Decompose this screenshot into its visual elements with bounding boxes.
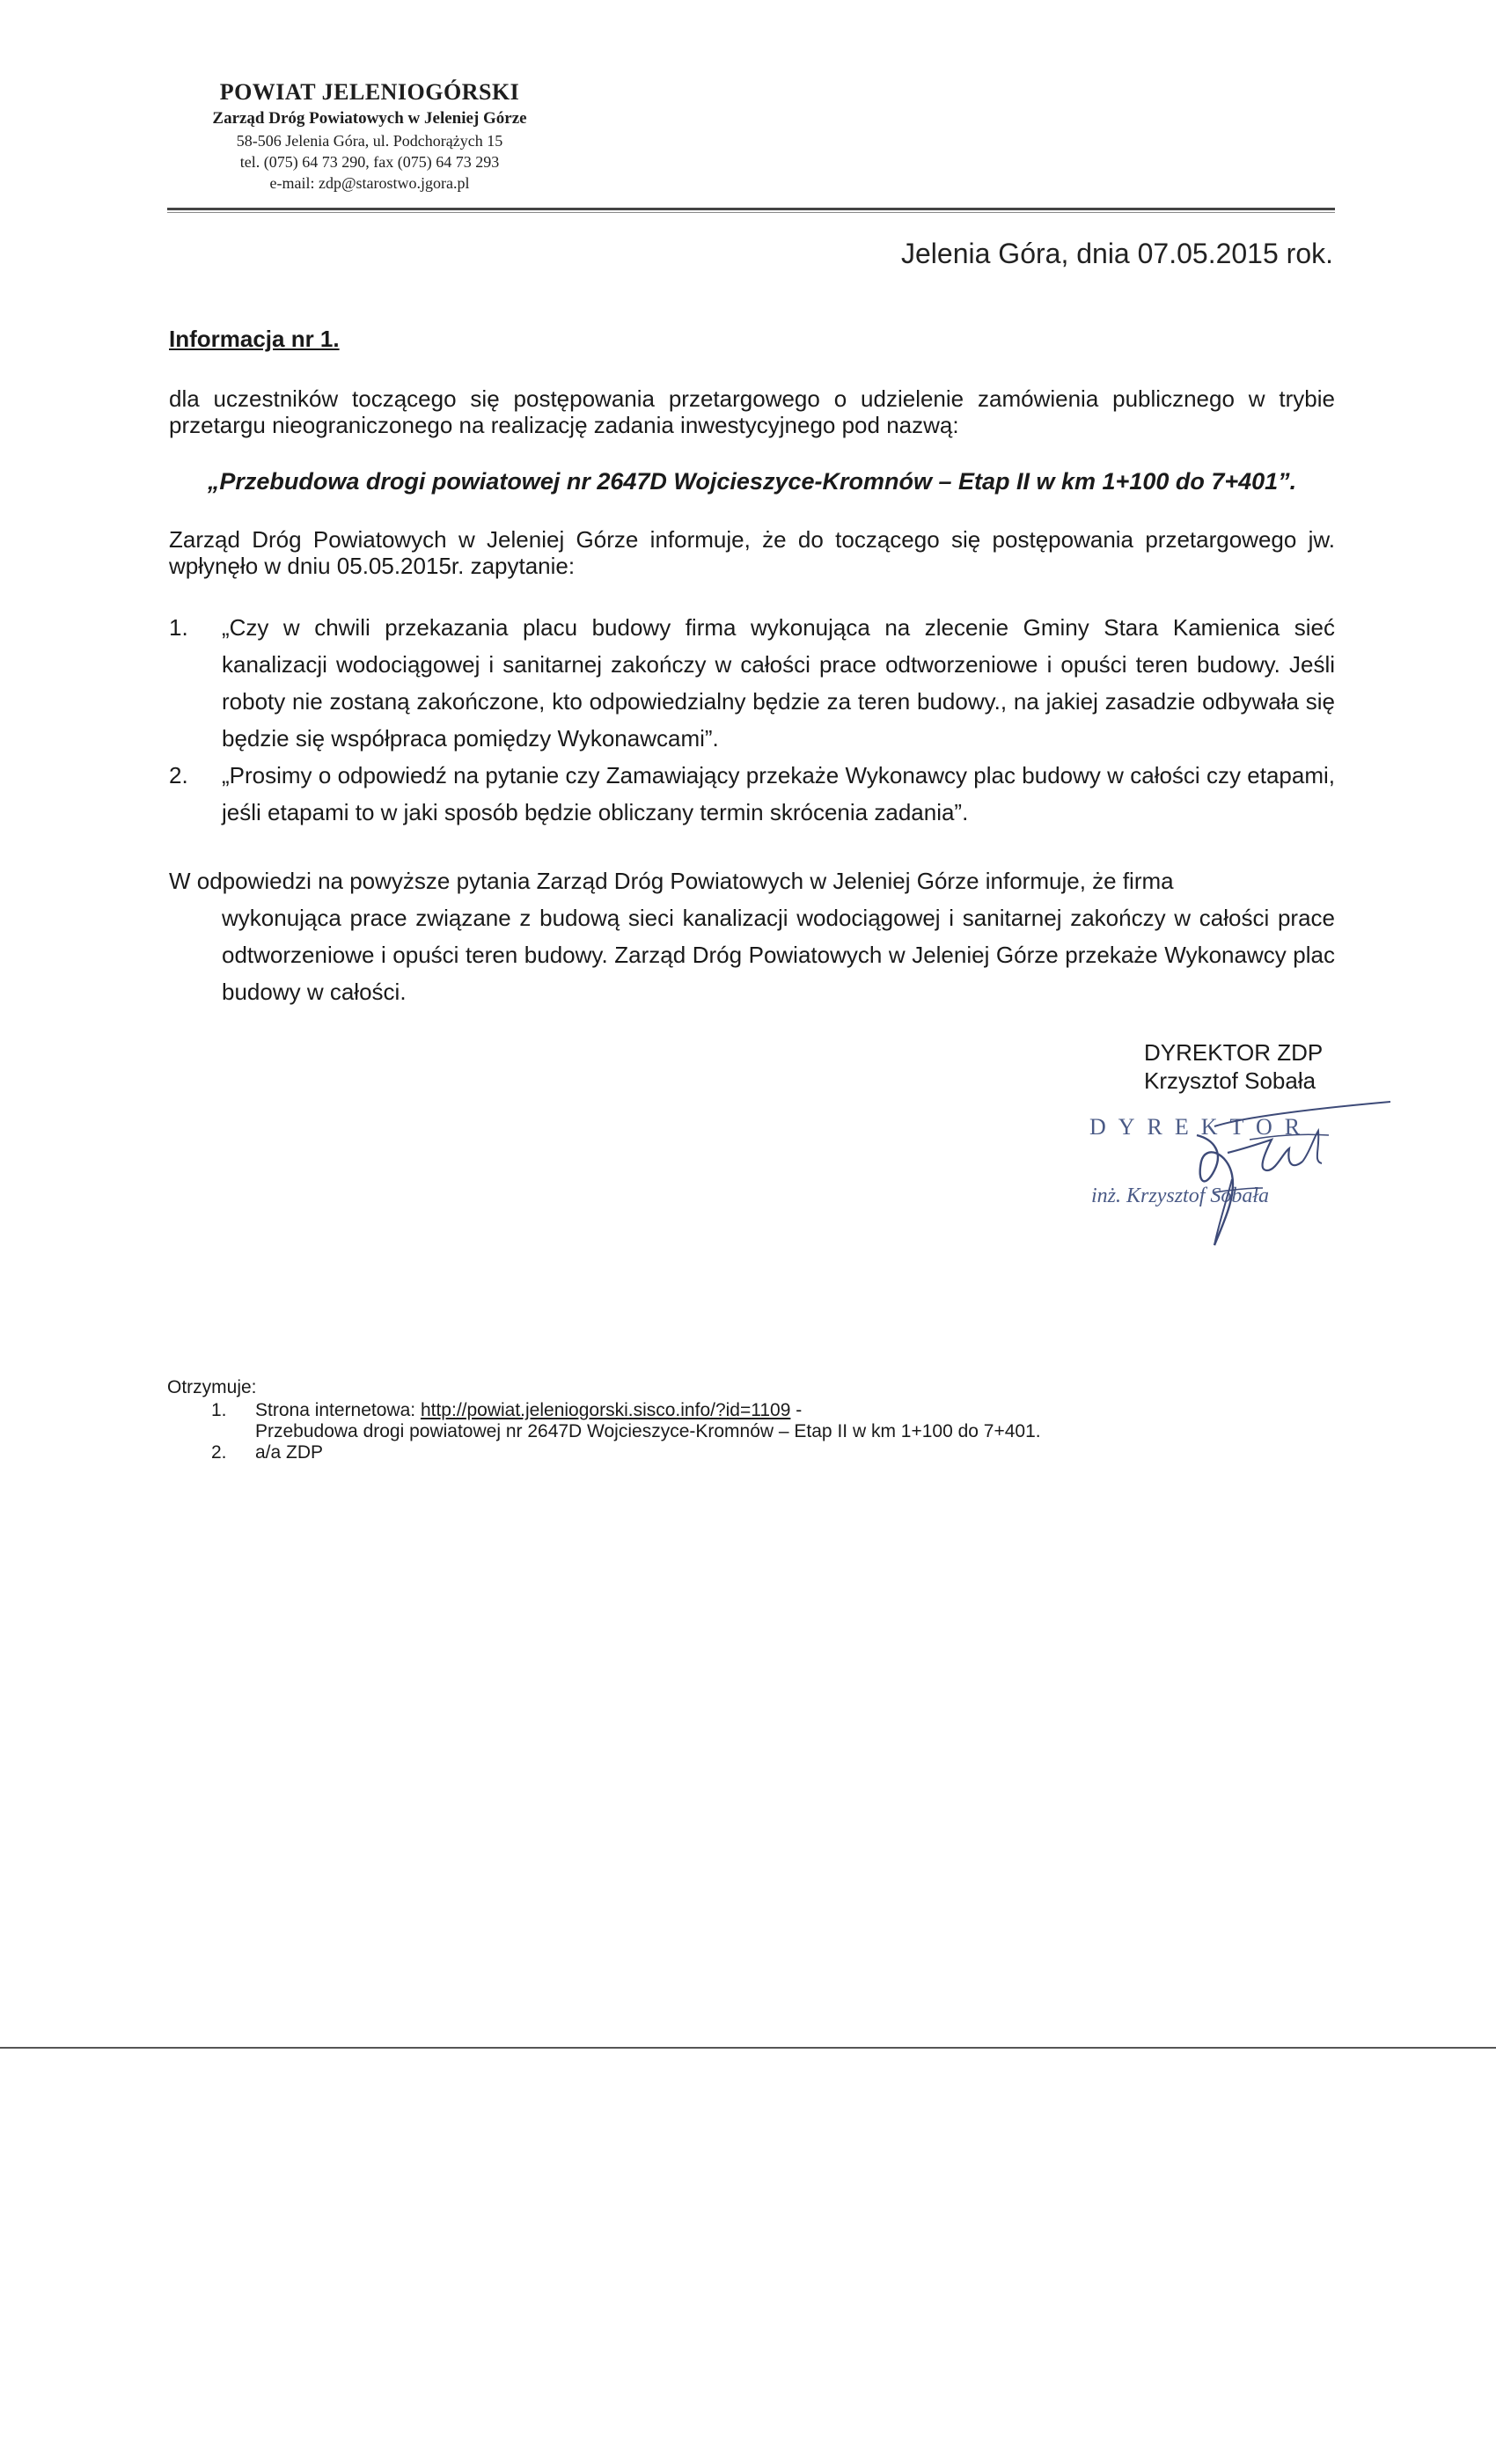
answer-first-line: W odpowiedzi na powyższe pytania Zarząd Dróg Powiatowych w Jeleniej Górze informuje, że firma [169,868,1174,894]
info-paragraph: Zarząd Dróg Powiatowych w Jeleniej Górze informuje, że do toczącego się postępowania przetargowego jw. wpłynęło w dniu 05.05.2015r. zapytanie: [169,526,1335,579]
page-edge-divider [0,2047,1496,2049]
intro-paragraph: dla uczestników toczącego się postępowania przetargowego o udzielenie zamówienia publicznego w trybie przetargu nieograniczonego na realizację zadania inwestycyjnego pod nazwą: [169,385,1335,438]
document-date: Jelenia Góra, dnia 07.05.2015 rok. [901,238,1333,269]
question-item [169,609,1335,757]
document-heading: Informacja nr 1. [169,326,340,352]
answer-continuation: wykonująca prace związane z budową sieci kanalizacji wodociągowej i sanitarnej zakończy w całości prace odtworzeniowe i opuści teren budowy. Zarząd Dróg Powiatowych w Jeleniej Górze przekaże Wykonawcy plac budowy w całości. [222,905,1335,1005]
letterhead-phone: tel. (075) 64 73 290, fax (075) 64 73 293 [239,153,500,171]
recipient-item [167,1442,1135,1463]
recipient-item [167,1400,1135,1442]
recipient-number: 1. [211,1400,227,1420]
letterhead-org: POWIAT JELENIOGÓRSKI [219,79,520,105]
question-text: „Prosimy o odpowiedź na pytanie czy Zamawiający przekaże Wykonawcy plac budowy w całości czy etapami, jeśli etapami to w jaki sposób będzie obliczany termin skrócenia zadania”. [222,762,1335,825]
question-text: „Czy w chwili przekazania placu budowy firma wykonująca na zlecenie Gminy Stara Kamienica sieć kanalizacji wodociągowej i sanitarnej zakończy w całości prace odtworzeniowe i opuści teren budowy. Jeśli roboty nie zostaną zakończone, kto odpowiedzialny będzie za teren budowy., na jakiej zasadzie odbywała się będzie się współpraca pomiędzy Wykonawcami”. [222,614,1335,752]
recipient-label: a/a ZDP [255,1442,324,1463]
signature-block [1144,1038,1338,1095]
question-item [169,757,1335,831]
letterhead-dept: Zarząd Dróg Powiatowych w Jeleniej Górze [212,109,527,128]
signatory-name: Krzysztof Sobała [1144,1067,1316,1094]
official-stamp [1082,1100,1399,1250]
header-divider-thin [167,212,1335,213]
recipient-detail: Przebudowa drogi powiatowej nr 2647D Wojcieszyce-Kromnów – Etap II w km 1+100 do 7+401. [255,1421,1041,1441]
tender-subject: „Przebudowa drogi powiatowej nr 2647D Wojcieszyce-Kromnów – Etap II w km 1+100 do 7+401”. [207,468,1297,495]
stamp-title: DYREKTOR [1089,1114,1313,1140]
letterhead [167,77,572,194]
question-list [169,609,1335,831]
recipients-section [167,1377,1135,1463]
recipients-title: Otrzymuje: [167,1377,257,1397]
letterhead-email: e-mail: zdp@starostwo.jgora.pl [269,174,470,192]
recipients-list [167,1400,1135,1463]
answer-paragraph [169,862,1335,1010]
recipient-label: Strona internetowa: [255,1400,416,1420]
handwritten-signature [1082,1100,1399,1250]
recipient-website-link[interactable]: http://powiat.jeleniogorski.sisco.info/?id=1109 [420,1400,791,1420]
recipient-suffix: - [790,1400,803,1420]
stamp-name: inż. Krzysztof Sobała [1091,1184,1270,1207]
signatory-title: DYREKTOR ZDP [1144,1039,1324,1066]
question-number: 2. [169,762,188,788]
question-number: 1. [169,614,188,641]
letterhead-address: 58-506 Jelenia Góra, ul. Podchorążych 15 [236,132,503,150]
header-divider [167,208,1335,210]
recipient-number: 2. [211,1442,227,1463]
